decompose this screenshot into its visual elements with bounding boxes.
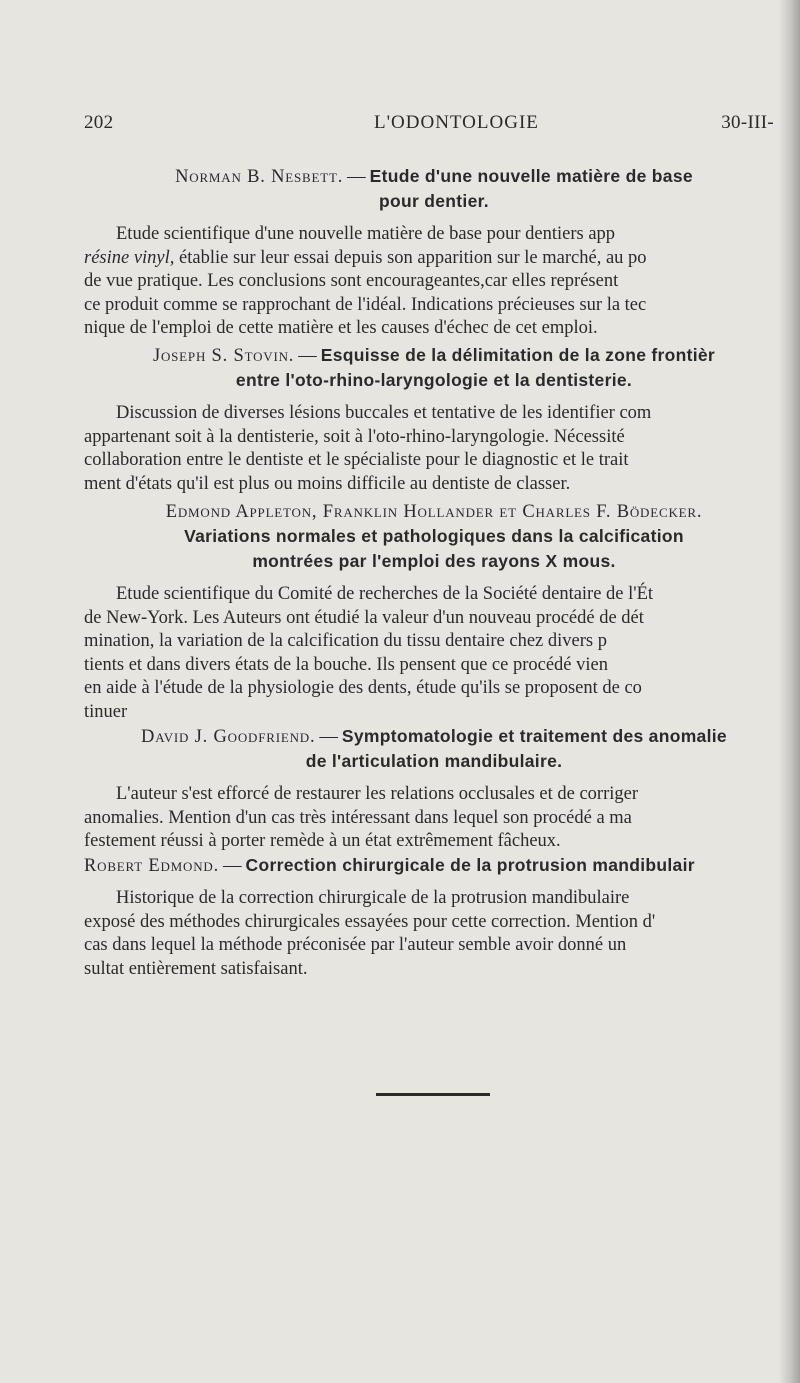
entry-body [84, 223, 784, 341]
body-line: tients et dans divers états de la bouche. Ils pensent que ce procédé vien [84, 654, 608, 675]
body-line: mination, la variation de la calcification du tissu dentaire chez divers p [84, 631, 607, 651]
entry-title-cont: pour dentier. [379, 191, 489, 211]
entry-separator: — [223, 856, 242, 876]
entry-heading [84, 724, 784, 774]
body-line: L'auteur s'est efforcé de restaurer les relations occlusales et de corriger [116, 784, 639, 804]
entry-title-cont: de l'articulation mandibulaire. [305, 751, 563, 771]
journal-title: L'ODONTOLOGIE [374, 112, 539, 133]
body-line: Etude scientifique d'une nouvelle matière de base pour dentiers app [116, 224, 616, 244]
entry-body [84, 402, 784, 496]
body-line: ment d'états qu'il est plus ou moins difficile au dentiste de classer. [84, 473, 571, 494]
abstract-entry [84, 500, 784, 724]
page-number: 202 [84, 112, 114, 133]
entry-title: Etude d'une nouvelle matière de base [369, 166, 693, 186]
body-line: de vue pratique. Les conclusions sont encourageantes,car elles représent [84, 271, 619, 291]
body-line: Etude scientifique du Comité de recherches de la Société dentaire de l'Ét [116, 584, 654, 604]
body-line: cas dans lequel la méthode préconisée par l'auteur semble avoir donné un [84, 935, 627, 955]
entry-body [84, 783, 784, 854]
body-line: Historique de la correction chirurgicale de la protrusion mandibulaire [116, 888, 630, 908]
body-line: ce produit comme se rapprochant de l'idéal. Indications précieuses sur la tec [84, 294, 647, 315]
entry-title: Correction chirurgicale de la protrusion mandibulair [245, 855, 695, 875]
entry-title: Symptomatologie et traitement des anomalie [341, 726, 727, 746]
body-line: anomalies. Mention d'un cas très intéressant dans lequel son procédé a ma [84, 807, 632, 828]
body-line [84, 247, 784, 271]
entry-heading [84, 164, 784, 214]
entry-author: Joseph S. Stovin. [152, 346, 295, 366]
abstract-entry [84, 724, 784, 854]
body-line: Discussion de diverses lésions buccales et tentative de les identifier com [116, 403, 652, 423]
abstract-entry [84, 343, 784, 496]
body-line: tinuer [84, 701, 128, 722]
entry-separator: — [298, 346, 317, 366]
abstract-entry [84, 853, 784, 981]
entry-title: Esquisse de la délimitation de la zone frontièr [320, 345, 716, 365]
body-line: festement réussi à porter remède à un état extrêmement fâcheux. [84, 831, 561, 851]
abstract-entry [84, 164, 784, 341]
running-header [84, 112, 784, 140]
issue-date: 30-III- [721, 112, 774, 133]
entry-title-cont: montrées par l'emploi des rayons X mous. [252, 551, 616, 571]
body-line: exposé des méthodes chirurgicales essayées pour cette correction. Mention d' [84, 911, 656, 932]
body-italic: résine vinyl, [84, 247, 175, 268]
entry-author: Norman B. Nesbett. [175, 167, 344, 187]
entry-title: Variations normales et pathologiques dans la calcification [184, 526, 684, 546]
closing-rule [376, 1093, 490, 1096]
body-line: de New-York. Les Auteurs ont étudié la valeur d'un nouveau procédé de dét [84, 607, 644, 628]
body-line: nique de l'emploi de cette matière et les causes d'échec de cet emploi. [84, 318, 598, 338]
entry-title-cont: entre l'oto-rhino-laryngologie et la dentisterie. [235, 370, 633, 390]
entry-separator: — [347, 167, 366, 187]
body-text: établie sur leur essai depuis son apparition sur le marché, au po [174, 247, 647, 268]
entry-heading [84, 343, 784, 393]
entry-separator: — [319, 727, 338, 747]
entry-body [84, 583, 784, 724]
body-line: sultat entièrement satisfaisant. [84, 958, 308, 979]
body-line: en aide à l'étude de la physiologie des dents, étude qu'ils se proposent de co [84, 678, 642, 698]
entry-author: Robert Edmond. [84, 856, 220, 876]
body-line: collaboration entre le dentiste et le spécialiste pour le diagnostic et le trait [84, 450, 629, 470]
body-line: appartenant soit à la dentisterie, soit à l'oto-rhino-laryngologie. Nécessité [84, 426, 625, 447]
entry-heading [84, 500, 784, 574]
entry-heading [84, 853, 784, 878]
entry-body [84, 887, 784, 981]
entry-author: David J. Goodfriend. [141, 727, 316, 747]
entry-author: Edmond Appleton, Franklin Hollander et Charles F. Bödecker. [165, 502, 703, 522]
